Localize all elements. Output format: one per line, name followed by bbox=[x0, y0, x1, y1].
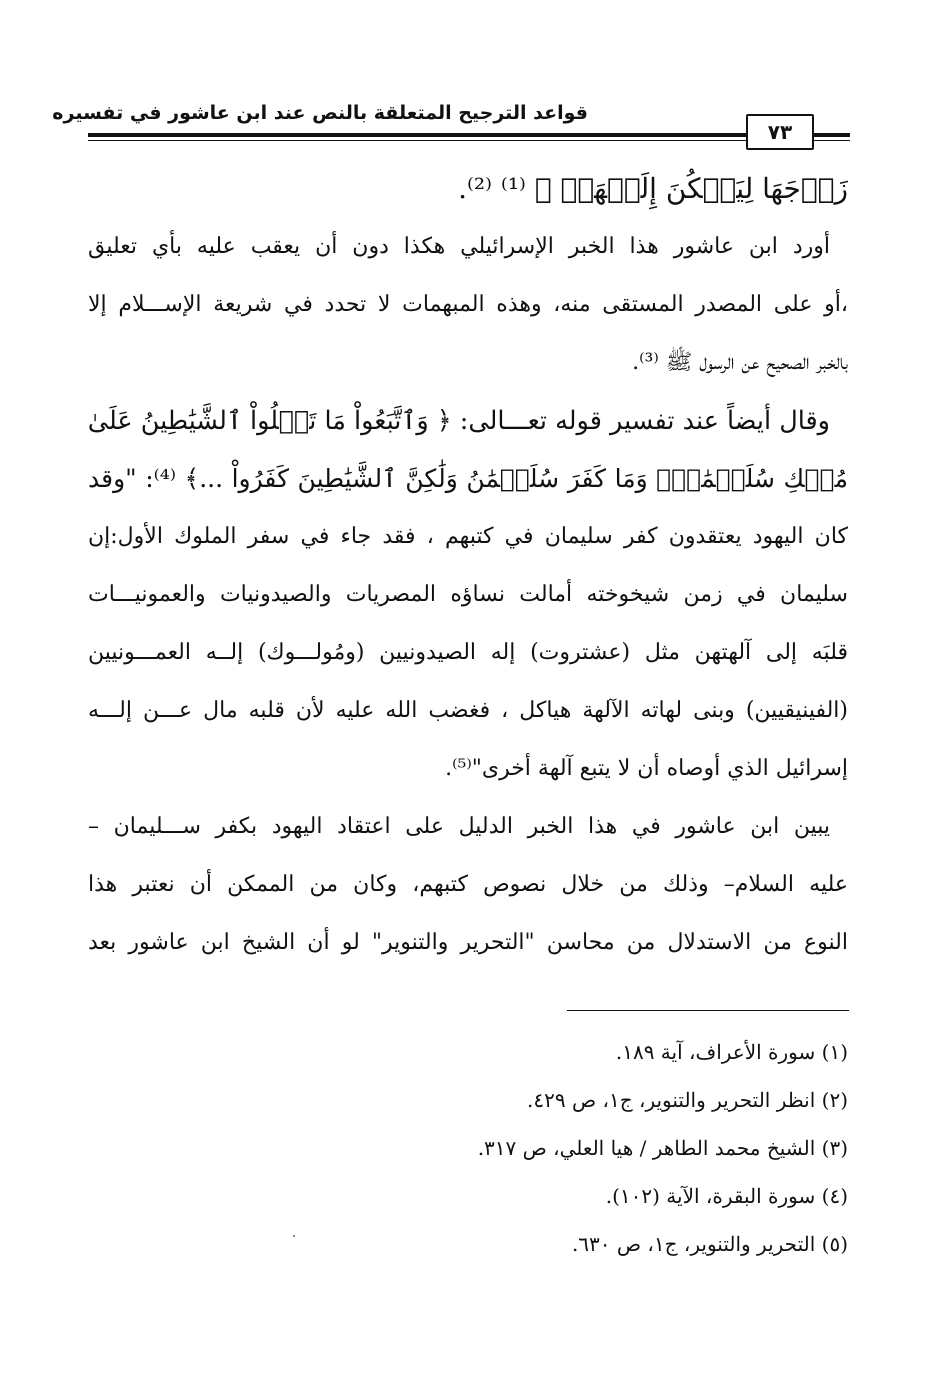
running-title: قواعد الترجيح المتعلقة بالنص عند ابن عاشور في تفسيره bbox=[52, 102, 588, 124]
footnote-item: (١) سورة الأعراف، آية ١٨٩. bbox=[615, 1040, 848, 1064]
paragraph-line: كان اليهود يعتقدون كفر سليمان في كتبهم ، فقد جاء في سفر الملوك الأول:إن bbox=[88, 524, 848, 549]
paragraph-line: إسرائيل الذي أوصاه أن لا يتبع آلهة أخرى"⁽⁵⁾. bbox=[445, 756, 848, 781]
paragraph-line: أورد ابن عاشور هذا الخبر الإسرائيلي هكذا دون أن يعقب عليه بأي تعليق bbox=[88, 234, 830, 259]
scan-speck bbox=[293, 1235, 295, 1237]
paragraph-line: ،أو على المصدر المستقى منه، وهذه المبهمات لا تحدد في شريعة الإســـلام إلا bbox=[88, 292, 848, 317]
paragraph-line: يبين ابن عاشور في هذا الخبر الدليل على اعتقاد اليهود بكفر ســـليمان – bbox=[88, 814, 830, 839]
footnote-item: (٥) التحرير والتنوير، ج١، ص ٦٣٠. bbox=[571, 1232, 848, 1256]
verse-line: مُلۡكِ سُلَيۡمَٰنَۖ وَمَا كَفَرَ سُلَيۡمَٰنُ وَلَٰكِنَّ ٱلشَّيَٰطِينَ كَفَرُواْ ...﴾ ⁽⁴⁾: "وقد bbox=[88, 464, 849, 493]
page-number: ٧٣ bbox=[746, 114, 814, 150]
footnote-item: (٤) سورة البقرة، الآية (١٠٢). bbox=[605, 1184, 848, 1208]
paragraph-line: سليمان في زمن شيخوخته أمالت نساؤه المصريات والصيدونيات والعمونيـــات bbox=[88, 582, 848, 607]
paragraph-line: النوع من الاستدلال من محاسن "التحرير والتنوير" لو أن الشيخ ابن عاشور بعد bbox=[88, 930, 848, 955]
paragraph-line: بالخبر الصحيح عن الرسول ﷺ ⁽³⁾. bbox=[632, 350, 848, 375]
header-rule-thick bbox=[88, 133, 850, 137]
footnote-separator bbox=[567, 1010, 849, 1011]
page-header bbox=[52, 96, 850, 148]
paragraph-line: (الفينيقيين) وبنى لهاته الآلهة هياكل ، فغضب الله عليه لأن قلبه مال عـــن إلـــه bbox=[88, 698, 848, 723]
footnote-item: (٣) الشيخ محمد الطاهر / هيا العلي، ص ٣١٧. bbox=[477, 1136, 848, 1160]
footnote-item: (٢) انظر التحرير والتنوير، ج١، ص ٤٢٩. bbox=[527, 1088, 848, 1112]
verse-continuation-line: زَوۡجَهَا لِيَسۡكُنَ إِلَيۡهَاۖ ﴾ ⁽¹⁾ ⁽²⁾. bbox=[458, 172, 848, 205]
main-text bbox=[88, 160, 848, 972]
paragraph-line: قلبَه إلى آلهتهن مثل (عشتروت) إله الصيدونيين (ومُولـــوك) إلــه العمـــونيين bbox=[88, 640, 848, 665]
paragraph-line: عليه السلام– وذلك من خلال نصوص كتبهم، وكان من الممكن أن نعتبر هذا bbox=[88, 872, 848, 897]
footnotes bbox=[128, 1028, 848, 1268]
header-rule-thin bbox=[88, 140, 850, 141]
verse-line: وقال أيضاً عند تفسير قوله تعـــالى: ﴿ وَٱتَّبَعُواْ مَا تَتۡلُواْ ٱلشَّيَٰطِينُ عَلَىٰ bbox=[87, 406, 830, 436]
